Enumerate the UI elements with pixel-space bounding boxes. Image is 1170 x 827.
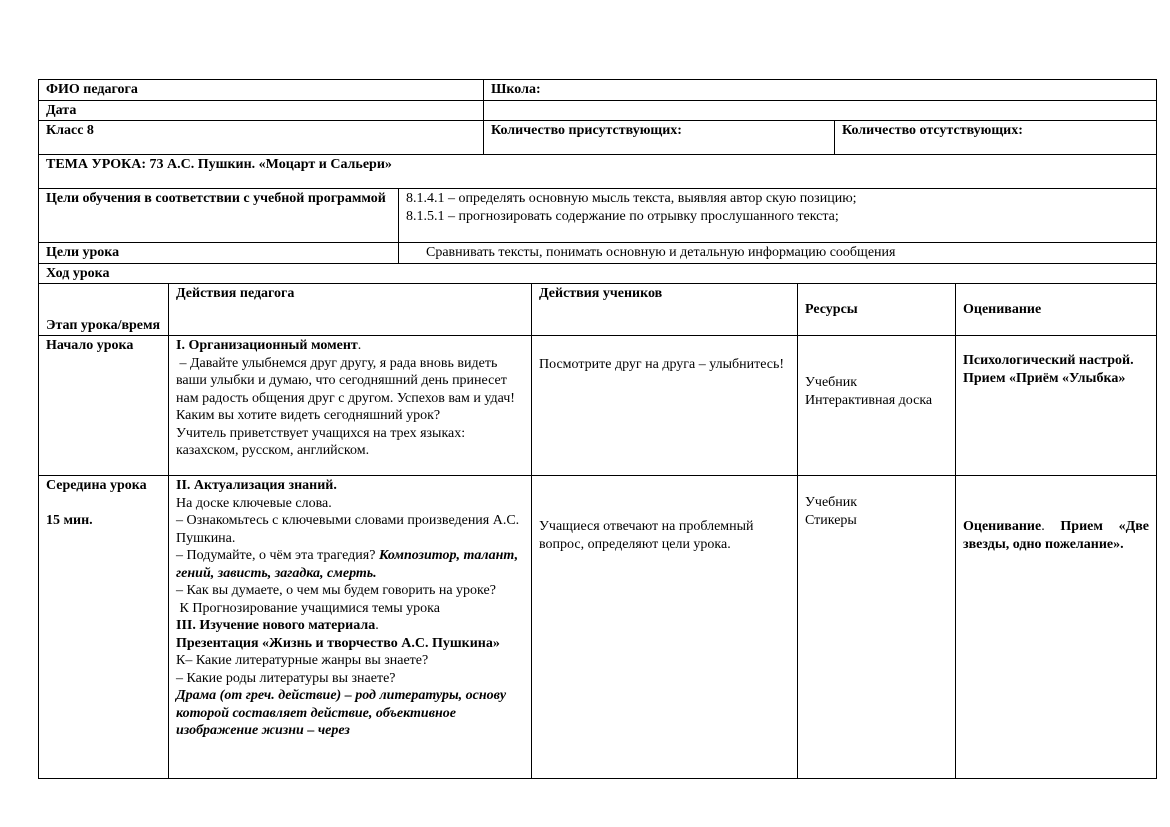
text-run: – Подумайте, о чём эта трагедия? [176, 548, 379, 563]
paragraph [176, 582, 524, 600]
text-run: – Какие роды литературы вы знаете? [176, 670, 396, 686]
objective-line: 8.1.4.1 – определять основную мысль текста, выявляя автор скую позицию; [406, 191, 857, 206]
text-run: К Прогнозирование учащимися темы урока [176, 600, 440, 616]
text-run: – Как вы думаете, о чем мы будем говорить на уроке? [176, 583, 496, 598]
table-row [39, 243, 1157, 264]
assessment-cell [956, 336, 1157, 476]
text-run: . [357, 338, 362, 353]
paragraph [805, 374, 948, 392]
lesson-info-table [38, 79, 1157, 284]
objective-line: 8.1.5.1 – прогнозировать содержание по отрывку прослушанного текста; [406, 208, 839, 224]
column-header-stage: Этап урока/время [39, 284, 169, 336]
text-run: Учащиеся отвечают на проблемный вопрос, определяют цели урока. [539, 519, 758, 552]
paragraph [805, 512, 948, 530]
paragraph [176, 635, 524, 653]
text-run: Презентация «Жизнь и творчество А.С. Пушкина» [176, 635, 500, 651]
column-header-assessment: Оценивание [956, 284, 1157, 336]
text-run: Середина урока [46, 478, 147, 493]
header-row [39, 284, 1157, 336]
lesson-goals-value: Сравнивать тексты, понимать основную и детальную информацию сообщения [399, 243, 1157, 264]
table-row [39, 155, 1157, 189]
text-run: 15 мин. [46, 513, 93, 528]
text-run: Стикеры [805, 512, 857, 528]
text-run: К– Какие литературные жанры вы знаете? [176, 653, 429, 668]
paragraph [46, 512, 161, 530]
resources-cell [798, 336, 956, 476]
text-run: Начало урока [46, 338, 134, 353]
table-row-lesson-middle [39, 476, 1157, 779]
text-run: III. Изучение нового материала [176, 618, 376, 633]
paragraph [176, 355, 524, 425]
school-label: Школа: [484, 80, 1157, 101]
paragraph [46, 337, 161, 355]
stage-cell [39, 476, 169, 779]
lesson-topic: ТЕМА УРОКА: 73 А.С. Пушкин. «Моцарт и Сальери» [39, 155, 1157, 189]
objectives-label: Цели обучения в соответствии с учебной программой [39, 189, 399, 243]
text-run: Прием «Две звезды, одно пожелание». [963, 519, 1153, 552]
teacher-actions-cell [169, 476, 532, 779]
text-run: – Ознакомьтесь с ключевыми словами произведения А.С. Пушкина. [176, 513, 523, 546]
text-run: Драма (от греч. действие) – род литературы, основу которой составляет действие, объективное изображение жизни – через [176, 688, 510, 738]
table-row [39, 100, 1157, 121]
lesson-flow-table [38, 283, 1157, 779]
resources-cell [798, 476, 956, 779]
paragraph [176, 512, 524, 547]
lesson-goals-label: Цели урока [39, 243, 399, 264]
stage-cell [39, 336, 169, 476]
paragraph [963, 352, 1149, 387]
text-run: Психологический настрой. Прием «Приём «Улыбка» [963, 353, 1138, 386]
column-header-teacher-actions: Действия педагога [169, 284, 532, 336]
text-run: На доске ключевые слова. [176, 495, 332, 511]
teacher-name-label: ФИО педагога [39, 80, 484, 101]
date-value-cell [484, 100, 1157, 121]
text-run: – Давайте улыбнемся друг другу, я рада вновь видеть ваши улыбки и думаю, что сегодняшний день принесет нам радость общения друг с другом. Успехов вам и удач! Каким вы хотите видеть сегодняшний урок? [176, 355, 519, 423]
paragraph [176, 495, 524, 513]
paragraph [176, 670, 524, 688]
text-run: I. Организационный момент [176, 338, 358, 353]
paragraph [176, 652, 524, 670]
paragraph [963, 518, 1153, 553]
student-actions-cell [532, 336, 798, 476]
absent-count-label: Количество отсутствующих: [835, 121, 1157, 155]
class-label: Класс 8 [39, 121, 484, 155]
text-run: Композитор, талант, гений, зависть, загадка, смерть. [176, 548, 522, 581]
paragraph [176, 547, 524, 582]
paragraph [46, 495, 161, 513]
table-row [39, 121, 1157, 155]
paragraph [176, 425, 524, 460]
paragraph [176, 687, 524, 740]
paragraph [176, 337, 524, 355]
table-row [39, 263, 1157, 284]
paragraph [176, 617, 524, 635]
table-row [39, 189, 1157, 243]
paragraph [539, 356, 790, 374]
text-run: Посмотрите друг на друга – улыбнитесь! [539, 357, 785, 372]
text-run: . [1041, 519, 1061, 534]
table-row [39, 80, 1157, 101]
column-header-student-actions: Действия учеников [532, 284, 798, 336]
text-run: Интерактивная доска [805, 392, 933, 408]
text-run: Учебник [805, 375, 858, 390]
lesson-flow-label: Ход урока [39, 263, 1157, 284]
text-run: Учитель приветствует учащихся на трех языках: казахском, русском, английском. [176, 425, 469, 458]
text-run: Учебник [805, 495, 858, 510]
teacher-actions-cell [169, 336, 532, 476]
paragraph [176, 600, 524, 618]
date-label: Дата [39, 100, 484, 121]
objectives-value [399, 189, 1157, 243]
student-actions-cell [532, 476, 798, 779]
present-count-label: Количество присутствующих: [484, 121, 835, 155]
text-run: . [375, 618, 379, 633]
paragraph [176, 477, 524, 495]
column-header-resources: Ресурсы [798, 284, 956, 336]
assessment-cell [956, 476, 1157, 779]
table-row-lesson-start [39, 336, 1157, 476]
paragraph [46, 477, 161, 495]
paragraph [805, 494, 948, 512]
lesson-plan-document [38, 79, 1156, 779]
text-run: II. Актуализация знаний. [176, 478, 337, 493]
paragraph [539, 518, 790, 553]
paragraph [805, 392, 948, 410]
text-run: Оценивание [963, 519, 1042, 534]
